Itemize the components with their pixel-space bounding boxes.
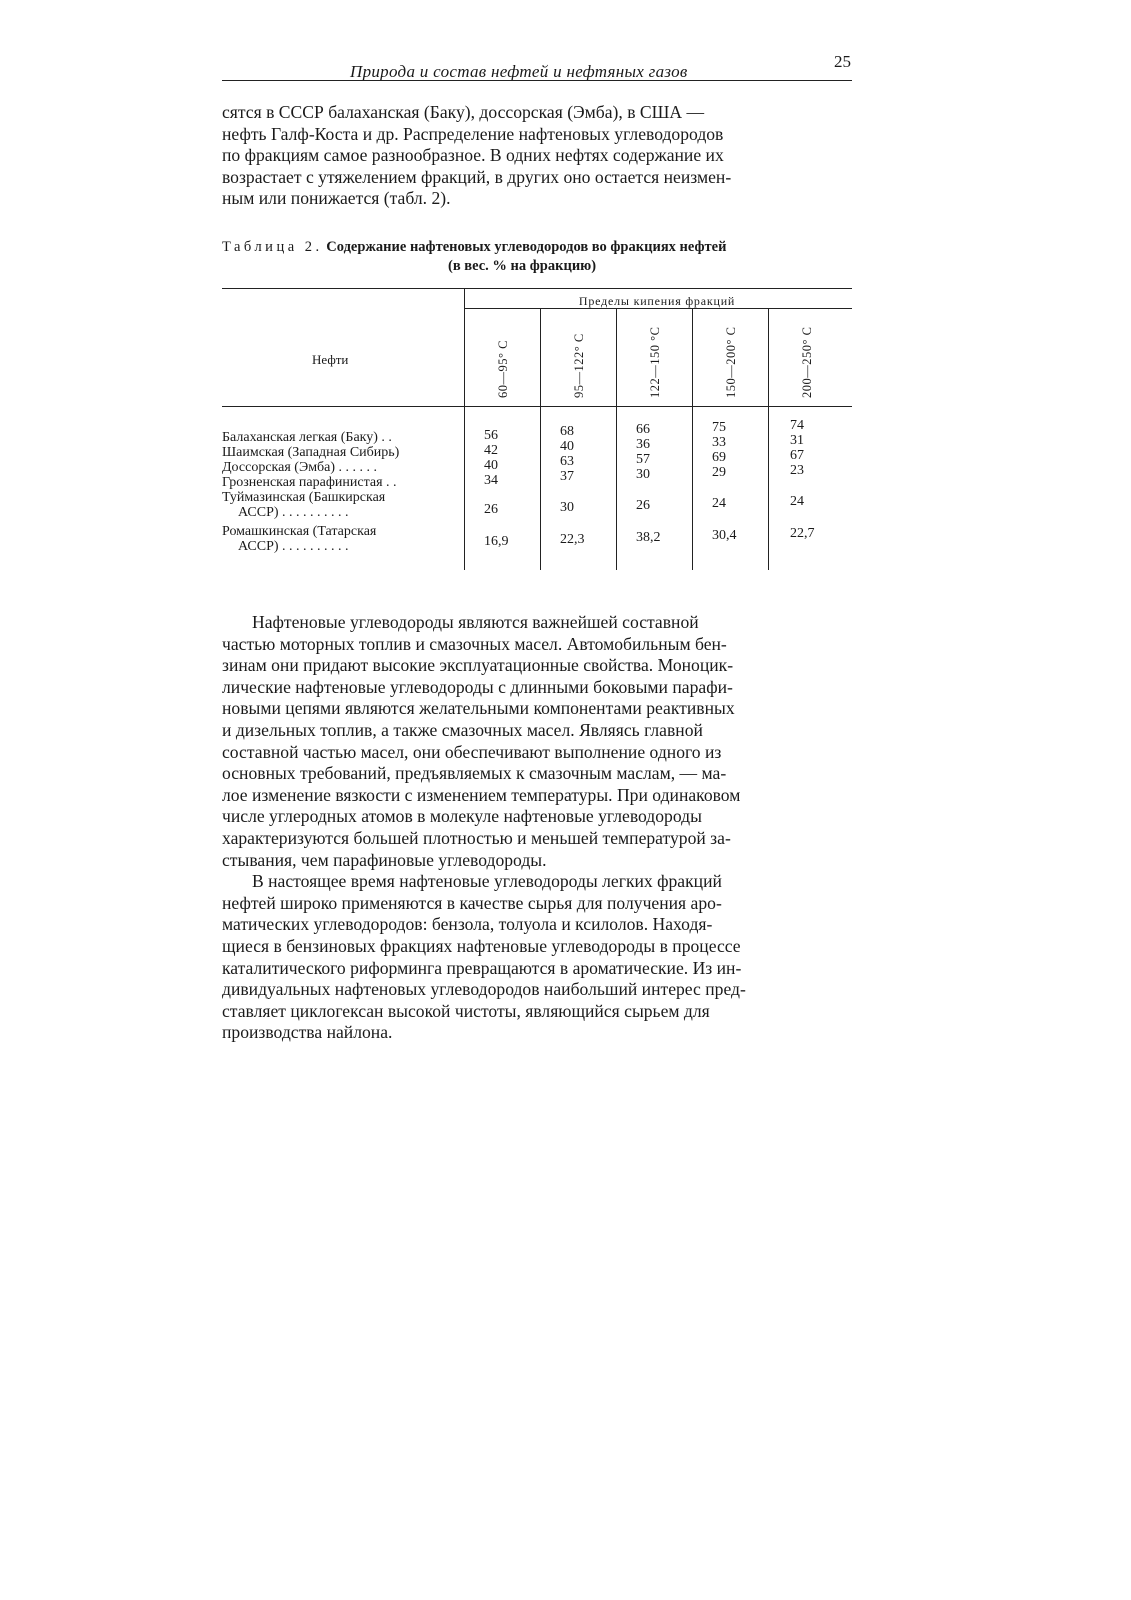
text-line: производства найлона. [222,1022,393,1043]
text-line: числе углеродных атомов в молекуле нафтеновые углеводороды [222,806,702,827]
column-divider [692,308,693,570]
table-top-rule [222,288,852,289]
table-cell: 42 [484,443,498,458]
text-line: сятся в СССР балаханская (Баку), доссорская (Эмба), в США — [222,102,705,122]
row-header: Нефти [312,352,349,367]
table-cell: 33 [712,435,726,450]
row-name-text: АССР) . . . . . . . . . . [238,539,349,554]
body-text [222,612,852,1044]
header-bottom-rule [222,406,852,407]
text-line: лое изменение вязкости с изменением температуры. При одинаковом [222,784,741,805]
page-number: 25 [834,52,851,71]
text-line: дивидуальных нафтеновых углеводородов наибольший интерес пред- [222,979,746,1000]
table-cell: 26 [484,502,498,517]
table-cell: 75 [712,420,726,435]
table-cell: 63 [560,454,574,469]
running-title: Природа и состав нефтей и нефтяных газов [350,62,688,81]
table-cell: 24 [790,494,804,509]
column-divider [616,308,617,570]
table-cell: 74 [790,418,804,433]
table-label: Таблица 2. [222,239,323,255]
table-cell: 56 [484,428,498,443]
row-name-text: АССР) . . . . . . . . . . [238,505,349,520]
naphthene-table [222,288,852,570]
table-cell: 37 [560,469,574,484]
table-caption-line2: (в вес. % на фракцию) [448,258,597,274]
paragraph-current-use [222,871,852,1044]
text-line: лические нафтеновые углеводороды с длинными боковыми парафи- [222,676,733,697]
row-name-text: Ромашкинская (Татарская [222,524,377,539]
table-cell: 26 [636,498,650,513]
paragraph-naphthenes-use [222,612,852,871]
table-row-name [222,430,464,445]
column-header: 200—250° С [800,326,814,398]
table-caption [222,238,862,276]
row-name-text: Туймазинская (Башкирская [222,490,386,505]
table-cell: 23 [790,463,804,478]
column-group-header: Пределы кипения фракций [578,294,736,308]
table-cell: 36 [636,437,650,452]
text-line: щиеся в бензиновых фракциях нафтеновые углеводороды в процессе [222,935,741,956]
text-line: стывания, чем парафиновые углеводороды. [222,849,547,870]
table-cell: 40 [484,458,498,473]
table-caption-line1: Содержание нафтеновых углеводородов во фракциях нефтей [326,239,727,255]
table-cell: 31 [790,433,804,448]
table-row-name [222,460,464,475]
table-cell: 40 [560,439,574,454]
row-name-text: Доссорская (Эмба) . . . . . . [222,460,378,475]
text-line: матических углеводородов: бензола, толуола и ксилолов. Находя- [222,914,713,935]
text-line: составной частью масел, они обеспечивают выполнение одного из [222,741,722,762]
text-line: новыми цепями являются желательными компонентами реактивных [222,698,735,719]
table-row-name [222,475,464,490]
table-row-name [222,445,464,460]
text-line: ставляет циклогексан высокой чистоты, являющийся сырьем для [222,1000,710,1021]
table-cell: 29 [712,465,726,480]
text-line: каталитического риформинга превращаются в ароматические. Из ин- [222,957,742,978]
table-cell: 38,2 [636,530,661,545]
table-cell: 68 [560,424,574,439]
column-divider [768,308,769,570]
table-cell: 34 [484,473,498,488]
column-header: 122—150 °С [648,326,662,398]
column-header: 150—200° С [724,326,738,398]
text-line: основных требований, предъявляемых к смазочным маслам, — ма- [222,763,727,784]
table-cell: 57 [636,452,650,467]
text-line: характеризуются большей плотностью и меньшей температурой за- [222,827,731,848]
text-line: по фракциям самое разнообразное. В одних нефтях содержание их [222,145,724,166]
row-name-text: Грозненская парафинистая . . [222,475,397,490]
table-cell: 30 [560,500,574,515]
text-line: ным или понижается (табл. 2). [222,188,451,209]
column-divider [464,288,465,570]
intro-paragraph [222,102,852,210]
header-rule [222,80,852,81]
text-line: частью моторных топлив и смазочных масел. Автомобильным бен- [222,633,727,654]
table-cell: 24 [712,496,726,511]
table-cell: 67 [790,448,804,463]
table-cell: 22,7 [790,526,815,541]
row-name-text: Шаимская (Западная Сибирь) [222,445,400,460]
text-line: Нафтеновые углеводороды являются важнейшей составной [252,612,699,632]
column-header: 60—95° С [496,340,510,398]
table-cell: 66 [636,422,650,437]
table-cell: 30 [636,467,650,482]
column-header: 95—122° С [572,333,586,398]
table-row-name [222,524,464,554]
column-divider [540,308,541,570]
text-line: нефть Галф-Коста и др. Распределение нафтеновых углеводородов [222,123,724,144]
text-line: нефтей широко применяются в качестве сырья для получения аро- [222,892,722,913]
row-name-text: Балаханская легкая (Баку) . . [222,430,392,445]
table-cell: 22,3 [560,532,585,547]
table-cell: 30,4 [712,528,737,543]
text-line: зинам они придают высокие эксплуатационные свойства. Моноцик- [222,655,734,676]
table-cell: 69 [712,450,726,465]
table-cell: 16,9 [484,534,509,549]
text-line: и дизельных топлив, а также смазочных масел. Являясь главной [222,719,703,740]
table-row-name [222,490,464,520]
text-line: В настоящее время нафтеновые углеводороды легких фракций [252,871,722,892]
text-line: возрастает с утяжелением фракций, в других оно остается неизмен- [222,166,732,187]
